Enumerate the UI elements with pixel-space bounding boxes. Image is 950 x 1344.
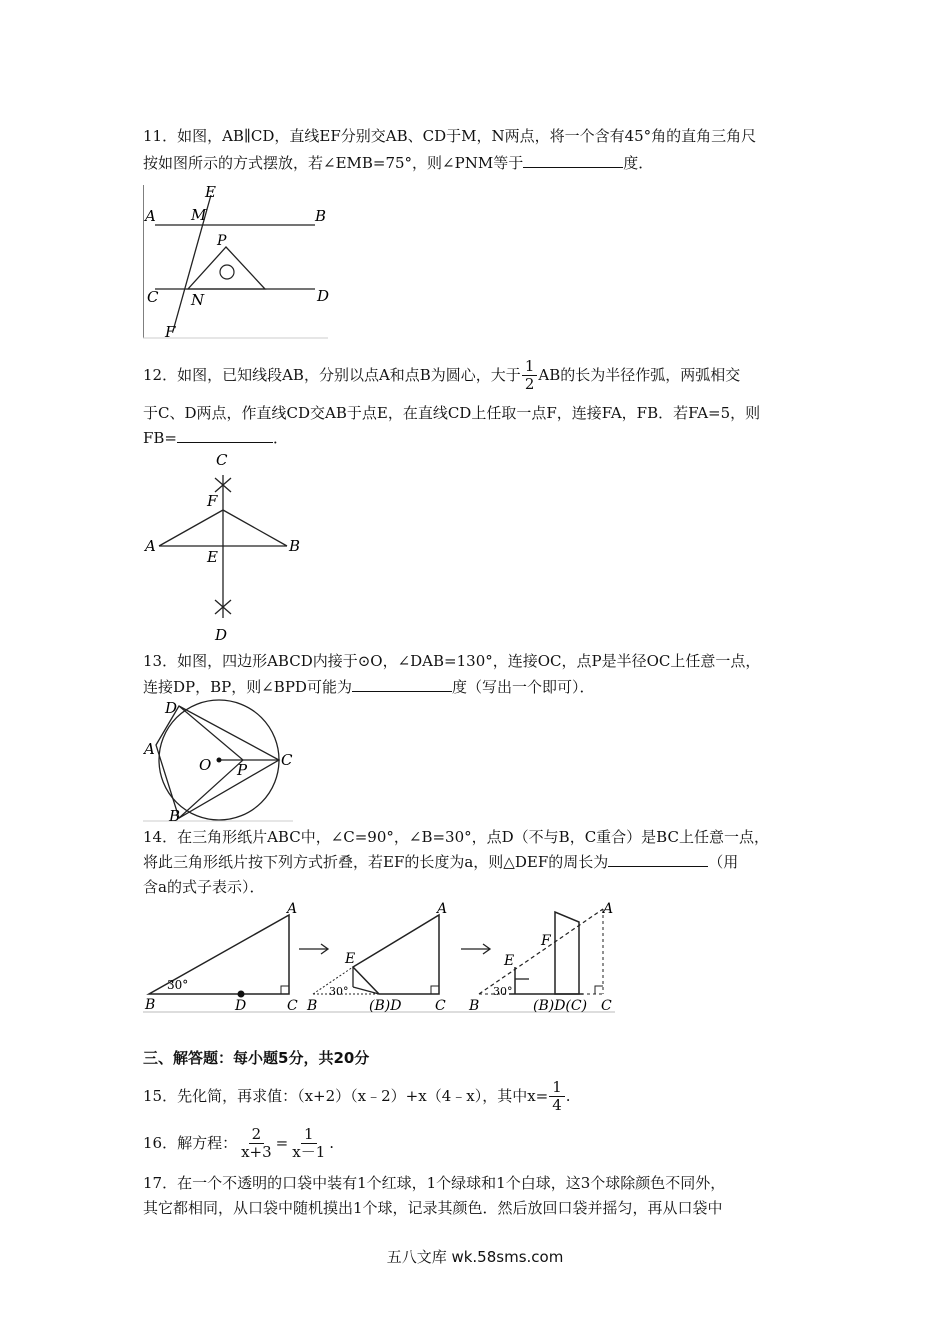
label-N: N [191, 291, 205, 309]
label-B2: B [307, 998, 318, 1014]
label-B: B [145, 997, 156, 1013]
label-C: C [287, 998, 298, 1014]
label-A: A [145, 207, 156, 225]
q14-figure [143, 897, 615, 1015]
equals-sign: = [275, 1134, 289, 1152]
q12-text-end: ． [273, 429, 289, 447]
label-P: P [237, 761, 248, 779]
label-B: B [289, 537, 301, 555]
q12-text-fb: FB= [143, 429, 177, 447]
svg-text:30°: 30° [493, 985, 513, 998]
q12-line1 [143, 356, 740, 394]
q12-line3 [143, 428, 288, 448]
q11-figure [143, 183, 333, 340]
q15-line [143, 1076, 571, 1116]
q13-line1: 13．如图，四边形ABCD内接于⊙O，∠DAB=130°，连接OC，点P是半径OC上任意一点， [143, 652, 761, 670]
label-E3: E [504, 953, 515, 969]
q12-text: 12．如图，已知线段AB，分别以点A和点B为圆心，大于 [143, 366, 521, 384]
label-E: E [207, 548, 218, 566]
answer-blank[interactable] [177, 428, 273, 443]
fraction-lhs: $\frac{2}{x+3}$ [241, 1124, 272, 1161]
q12-text-cont: AB的长为半径作弧，两弧相交 [538, 366, 741, 384]
q15-text: 15．先化简，再求值：（x+2）（x﹣2）+x（4﹣x），其中x= [143, 1087, 549, 1105]
label-F: F [207, 492, 218, 510]
angle-30: 30° [167, 978, 189, 992]
q17-line1: 17．在一个不透明的口袋中装有1个红球，1个绿球和1个白球，这3个球除颜色不同外， [143, 1174, 726, 1192]
label-D: D [165, 699, 178, 717]
label-C: C [216, 451, 228, 469]
q16-text: 16．解方程： [143, 1134, 238, 1152]
label-D: D [235, 998, 247, 1014]
label-O: O [199, 756, 212, 774]
q14-line2 [143, 852, 738, 872]
q13-text: 连接DP，BP，则∠BPD可能为 [143, 678, 352, 696]
label-C: C [147, 288, 159, 306]
label-E: E [205, 183, 216, 201]
page-footer: 五八文库 wk.58sms.com [386, 1248, 564, 1266]
q15-end: . [565, 1087, 571, 1105]
label-A: A [287, 901, 298, 917]
q11-text: 按如图所示的方式摆放，若∠EMB=75°，则∠PNM等于 [143, 154, 524, 172]
label-A: A [145, 537, 156, 555]
label-D: D [215, 626, 228, 644]
label-P: P [217, 233, 227, 249]
label-E2: E [345, 951, 356, 967]
label-F3: F [541, 933, 551, 949]
q11-line2 [143, 153, 653, 173]
label-B3: B [469, 998, 480, 1014]
q13-text-end: 度（写出一个即可）． [451, 678, 595, 696]
label-BDC: (B)D(C) [533, 998, 588, 1014]
svg-text:30°: 30° [329, 985, 349, 998]
q14-text: 将此三角形纸片按下列方式折叠，若EF的长度为a，则△DEF的周长为 [143, 853, 609, 871]
q17-line2: 其它都相同，从口袋中随机摸出1个球，记录其颜色．然后放回口袋并摇匀，再从口袋中 [143, 1199, 723, 1217]
label-C3: C [601, 998, 612, 1014]
q13-figure [143, 697, 303, 825]
q16-end: . [329, 1134, 335, 1152]
q12-figure [143, 450, 323, 645]
answer-blank[interactable] [352, 677, 452, 692]
q14-text-end: （用 [708, 853, 739, 871]
label-C2: C [435, 998, 446, 1014]
q13-line2 [143, 677, 594, 697]
q12-line2: 于C、D两点，作直线CD交AB于点E，在直线CD上任取一点F，连接FA，FB．若FA=5，则 [143, 404, 761, 422]
q16-line [143, 1123, 334, 1163]
label-A2: A [437, 901, 448, 917]
label-F: F [165, 323, 176, 340]
section-heading: 三、解答题：每小题5分，共20分 [143, 1049, 370, 1067]
q11-text-end: 度． [623, 154, 654, 172]
label-A3: A [603, 901, 614, 917]
label-A: A [144, 740, 155, 758]
q14-line3: 含a的式子表示）． [143, 878, 265, 896]
label-M: M [191, 206, 207, 224]
label-C: C [281, 751, 293, 769]
q11-line1: 11．如图，AB∥CD，直线EF分别交AB、CD于M，N两点，将一个含有45°角的直角三角尺 [143, 127, 757, 145]
answer-blank[interactable] [523, 153, 623, 168]
label-B: B [315, 207, 327, 225]
label-BD: (B)D [369, 998, 402, 1014]
label-B: B [169, 807, 181, 825]
q14-line1: 14．在三角形纸片ABC中，∠C=90°，∠B=30°，点D（不与B，C重合）是BC上任意一点， [143, 828, 769, 846]
fraction-quarter: $\frac{1}{4}$ [549, 1079, 565, 1114]
fraction-half: $\frac{1}{2}$ [522, 358, 538, 393]
answer-blank[interactable] [608, 852, 708, 867]
fraction-rhs: $\frac{1}{x-1}$ [292, 1124, 326, 1161]
label-D: D [317, 287, 330, 305]
